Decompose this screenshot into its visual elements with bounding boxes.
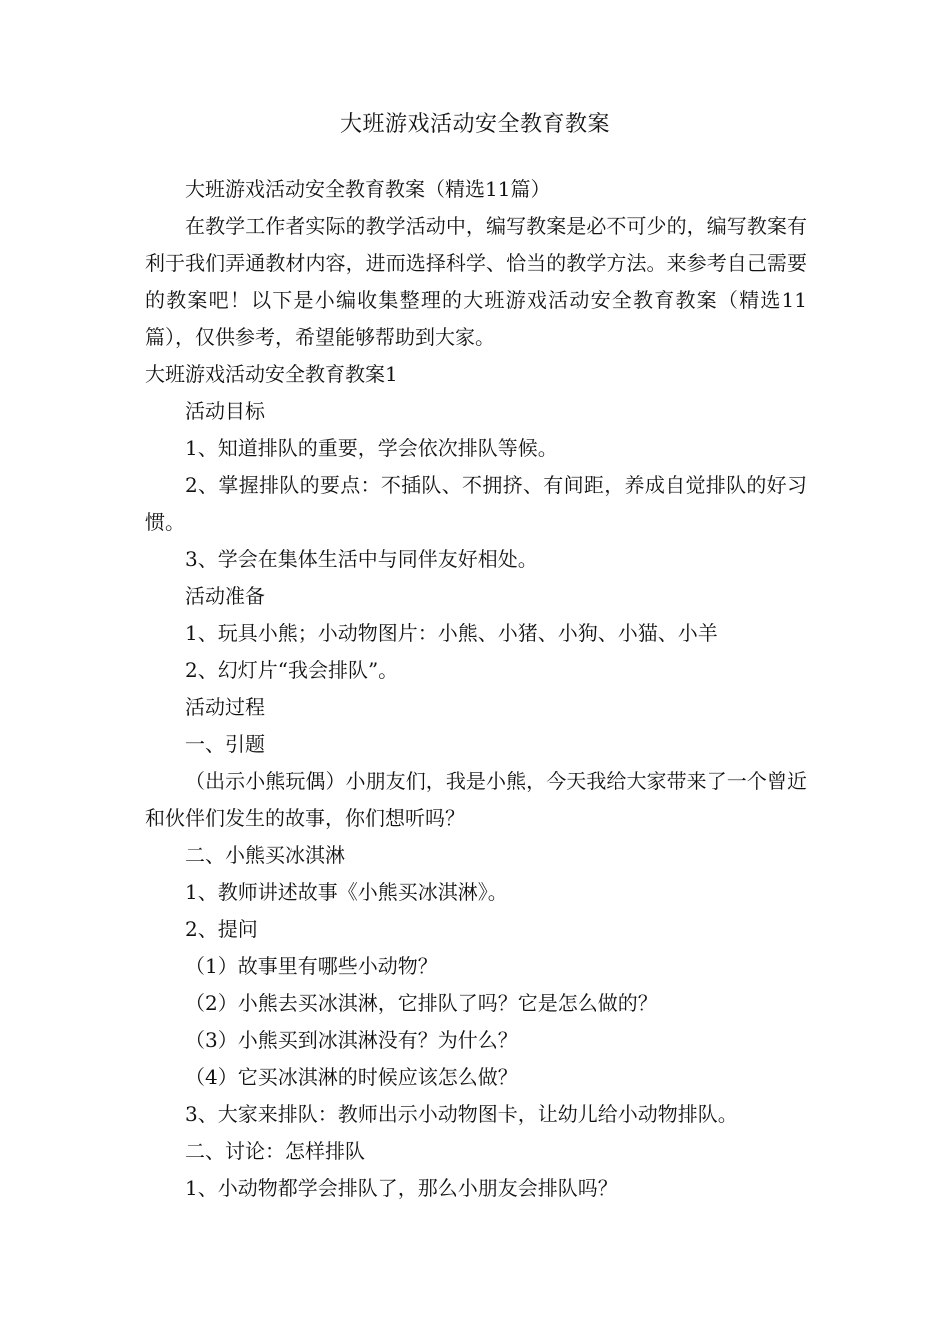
list-item: 2、幻灯片“我会排队”。 [185,658,399,682]
list-item: 1、玩具小熊；小动物图片：小熊、小猪、小狗、小猫、小羊 [185,621,718,645]
step-heading: 一、引题 [185,732,265,756]
list-item: 1、知道排队的重要，学会依次排队等候。 [185,436,558,460]
subtitle-paragraph: 大班游戏活动安全教育教案（精选11篇） [185,177,551,201]
question-item: （1）故事里有哪些小动物？ [185,954,438,978]
step-heading: 二、小熊买冰淇淋 [185,843,345,867]
body-paragraph: （出示小熊玩偶）小朋友们，我是小熊，今天我给大家带来了一个曾近和伙伴们发生的故事，你们想听吗？ [145,769,807,830]
list-item: 1、教师讲述故事《小熊买冰淇淋》。 [185,880,508,904]
subheading-goals: 活动目标 [185,399,265,423]
list-item: 3、学会在集体生活中与同伴友好相处。 [185,547,538,571]
step-heading: 二、讨论：怎样排队 [185,1139,365,1163]
subheading-preparation: 活动准备 [185,584,265,608]
intro-paragraph: 在教学工作者实际的教学活动中，编写教案是必不可少的，编写教案有利于我们弄通教材内容，进而选择科学、恰当的教学方法。来参考自己需要的教案吧！以下是小编收集整理的大班游戏活动安全教育教案（精选11篇），仅供参考，希望能够帮助到大家。 [145,214,807,349]
question-item: （3）小熊买到冰淇淋没有？为什么？ [185,1028,518,1052]
document-title: 大班游戏活动安全教育教案 [339,112,610,137]
subheading-process: 活动过程 [185,695,265,719]
document-body [145,171,807,1207]
list-item: 2、掌握排队的要点：不插队、不拥挤、有间距，养成自觉排队的好习惯。 [145,473,807,534]
list-item: 1、小动物都学会排队了，那么小朋友会排队吗？ [185,1176,618,1200]
question-item: （4）它买冰淇淋的时候应该怎么做？ [185,1065,518,1089]
section-heading: 大班游戏活动安全教育教案1 [145,362,398,386]
list-item: 3、大家来排队：教师出示小动物图卡，让幼儿给小动物排队。 [185,1102,738,1126]
list-item: 2、提问 [185,917,258,941]
question-item: （2）小熊去买冰淇淋，它排队了吗？它是怎么做的？ [185,991,658,1015]
